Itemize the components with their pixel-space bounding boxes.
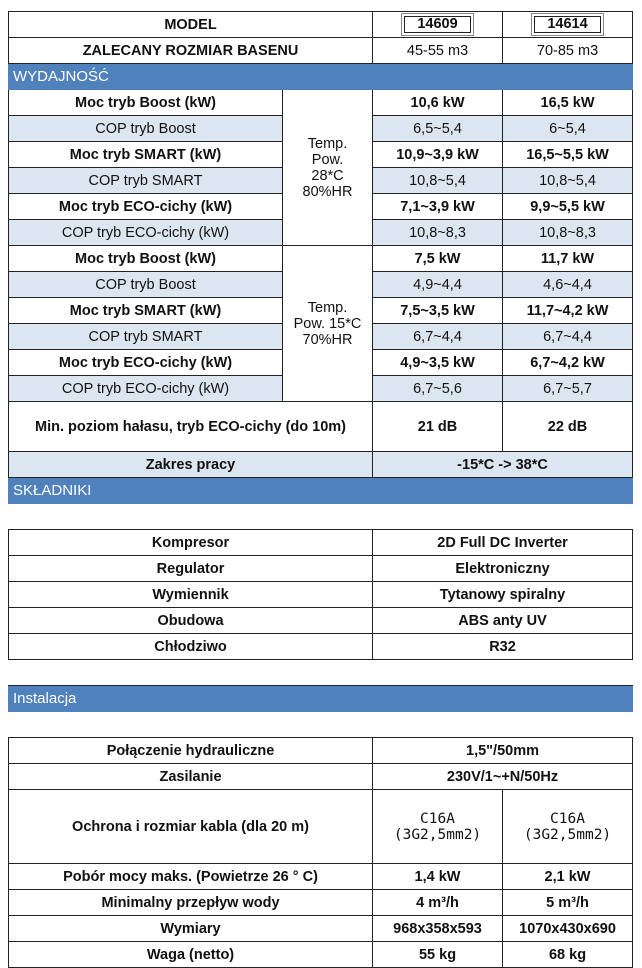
spec-sheet bbox=[8, 11, 632, 968]
value-cell: 7,5~3,5 kW bbox=[373, 298, 503, 324]
noise-label: Min. poziom hałasu, tryb ECO-cichy (do 10m) bbox=[9, 402, 373, 452]
row-label: COP tryb ECO-cichy (kW) bbox=[9, 376, 283, 402]
value-cell: 1070x430x690 bbox=[503, 916, 633, 942]
value-cell: 6,5~5,4 bbox=[373, 116, 503, 142]
row-label: Chłodziwo bbox=[9, 634, 373, 660]
model-row bbox=[9, 12, 633, 38]
table-row bbox=[9, 916, 633, 942]
table-row bbox=[9, 942, 633, 968]
value-cell: 6,7~4,2 kW bbox=[503, 350, 633, 376]
value-cell: 6,7~5,7 bbox=[503, 376, 633, 402]
value-cell: 7,5 kW bbox=[373, 246, 503, 272]
table-row bbox=[9, 608, 633, 634]
row-label: Pobór mocy maks. (Powietrze 26 ° C) bbox=[9, 864, 373, 890]
row-label: Wymiary bbox=[9, 916, 373, 942]
section-header bbox=[9, 478, 633, 504]
condition-line: 80%HR bbox=[302, 183, 353, 200]
value-cell: 2D Full DC Inverter bbox=[373, 530, 633, 556]
value-cell: 230V/1~+N/50Hz bbox=[373, 764, 633, 790]
value-cell: 6~5,4 bbox=[503, 116, 633, 142]
value-cell: 10,8~5,4 bbox=[373, 168, 503, 194]
table-row bbox=[9, 246, 633, 272]
value-cell: R32 bbox=[373, 634, 633, 660]
row-label: COP tryb SMART bbox=[9, 168, 283, 194]
value-cell: 68 kg bbox=[503, 942, 633, 968]
table-row bbox=[9, 582, 633, 608]
value-cell: 10,8~8,3 bbox=[373, 220, 503, 246]
condition-line: 70%HR bbox=[302, 331, 353, 348]
range-label: Zakres pracy bbox=[9, 452, 373, 478]
value-cell: 10,8~8,3 bbox=[503, 220, 633, 246]
value-cell: 10,6 kW bbox=[373, 90, 503, 116]
condition-line: Pow. 15*C bbox=[293, 315, 362, 332]
value-cell: 2,1 kW bbox=[503, 864, 633, 890]
pool-row bbox=[9, 38, 633, 64]
condition-cell bbox=[283, 90, 373, 246]
condition-line: Pow. bbox=[311, 151, 344, 168]
value-cell: 11,7~4,2 kW bbox=[503, 298, 633, 324]
model-code: 14614 bbox=[534, 16, 600, 33]
table-row bbox=[9, 452, 633, 478]
row-label: Moc tryb Boost (kW) bbox=[9, 246, 283, 272]
value-cell: 11,7 kW bbox=[503, 246, 633, 272]
value-cell: 10,8~5,4 bbox=[503, 168, 633, 194]
condition-line: 28*C bbox=[311, 167, 344, 184]
value-cell: 5 m³/h bbox=[503, 890, 633, 916]
row-label: COP tryb Boost bbox=[9, 116, 283, 142]
value-cell: 22 dB bbox=[503, 402, 633, 452]
value-cell: 6,7~4,4 bbox=[373, 324, 503, 350]
value-cell: C16A (3G2,5mm2) bbox=[503, 790, 633, 864]
value-cell: 6,7~5,6 bbox=[373, 376, 503, 402]
value-cell: ABS anty UV bbox=[373, 608, 633, 634]
pool-size: 45-55 m3 bbox=[373, 38, 503, 64]
row-label: Połączenie hydrauliczne bbox=[9, 738, 373, 764]
row-label: Moc tryb ECO-cichy (kW) bbox=[9, 194, 283, 220]
condition-cell bbox=[283, 246, 373, 402]
value-cell: 55 kg bbox=[373, 942, 503, 968]
row-label: Moc tryb SMART (kW) bbox=[9, 142, 283, 168]
row-label: Obudowa bbox=[9, 608, 373, 634]
value-cell: 16,5~5,5 kW bbox=[503, 142, 633, 168]
value-cell: 4,9~3,5 kW bbox=[373, 350, 503, 376]
row-label: Kompresor bbox=[9, 530, 373, 556]
table-row bbox=[9, 530, 633, 556]
value-cell: 968x358x593 bbox=[373, 916, 503, 942]
table-row bbox=[9, 890, 633, 916]
value-cell: 1,5"/50mm bbox=[373, 738, 633, 764]
value-cell: 10,9~3,9 kW bbox=[373, 142, 503, 168]
spec-table bbox=[8, 11, 633, 968]
pool-label: ZALECANY ROZMIAR BASENU bbox=[9, 38, 373, 64]
value-cell: Elektroniczny bbox=[373, 556, 633, 582]
row-label: Moc tryb SMART (kW) bbox=[9, 298, 283, 324]
condition-line: Temp. bbox=[307, 135, 348, 152]
row-label: COP tryb ECO-cichy (kW) bbox=[9, 220, 283, 246]
model-label: MODEL bbox=[9, 12, 373, 38]
range-value: -15*C -> 38*C bbox=[373, 452, 633, 478]
value-cell: 6,7~4,4 bbox=[503, 324, 633, 350]
value-cell: 1,4 kW bbox=[373, 864, 503, 890]
section-header bbox=[9, 686, 633, 712]
section-title-installation: Instalacja bbox=[9, 686, 633, 712]
row-label: Waga (netto) bbox=[9, 942, 373, 968]
row-label: Moc tryb Boost (kW) bbox=[9, 90, 283, 116]
section-header bbox=[9, 64, 633, 90]
section-title-components: SKŁADNIKI bbox=[9, 478, 633, 504]
value-cell: 4,6~4,4 bbox=[503, 272, 633, 298]
table-row bbox=[9, 864, 633, 890]
value-cell: 4,9~4,4 bbox=[373, 272, 503, 298]
row-label: Zasilanie bbox=[9, 764, 373, 790]
row-label: COP tryb SMART bbox=[9, 324, 283, 350]
value-cell: 21 dB bbox=[373, 402, 503, 452]
row-label: Regulator bbox=[9, 556, 373, 582]
table-row bbox=[9, 738, 633, 764]
table-row bbox=[9, 90, 633, 116]
row-label: Minimalny przepływ wody bbox=[9, 890, 373, 916]
value-cell: Tytanowy spiralny bbox=[373, 582, 633, 608]
table-row bbox=[9, 764, 633, 790]
pool-size: 70-85 m3 bbox=[503, 38, 633, 64]
value-cell: 16,5 kW bbox=[503, 90, 633, 116]
table-row bbox=[9, 790, 633, 864]
table-row bbox=[9, 402, 633, 452]
row-label: Ochrona i rozmiar kabla (dla 20 m) bbox=[9, 790, 373, 864]
table-row bbox=[9, 634, 633, 660]
model-code: 14609 bbox=[404, 16, 470, 33]
row-label: Moc tryb ECO-cichy (kW) bbox=[9, 350, 283, 376]
row-label: Wymiennik bbox=[9, 582, 373, 608]
section-title-performance: WYDAJNOŚĆ bbox=[9, 64, 633, 90]
value-cell: 9,9~5,5 kW bbox=[503, 194, 633, 220]
table-row bbox=[9, 556, 633, 582]
condition-line: Temp. bbox=[307, 299, 348, 316]
value-cell: 4 m³/h bbox=[373, 890, 503, 916]
value-cell: 7,1~3,9 kW bbox=[373, 194, 503, 220]
row-label: COP tryb Boost bbox=[9, 272, 283, 298]
value-cell: C16A (3G2,5mm2) bbox=[373, 790, 503, 864]
